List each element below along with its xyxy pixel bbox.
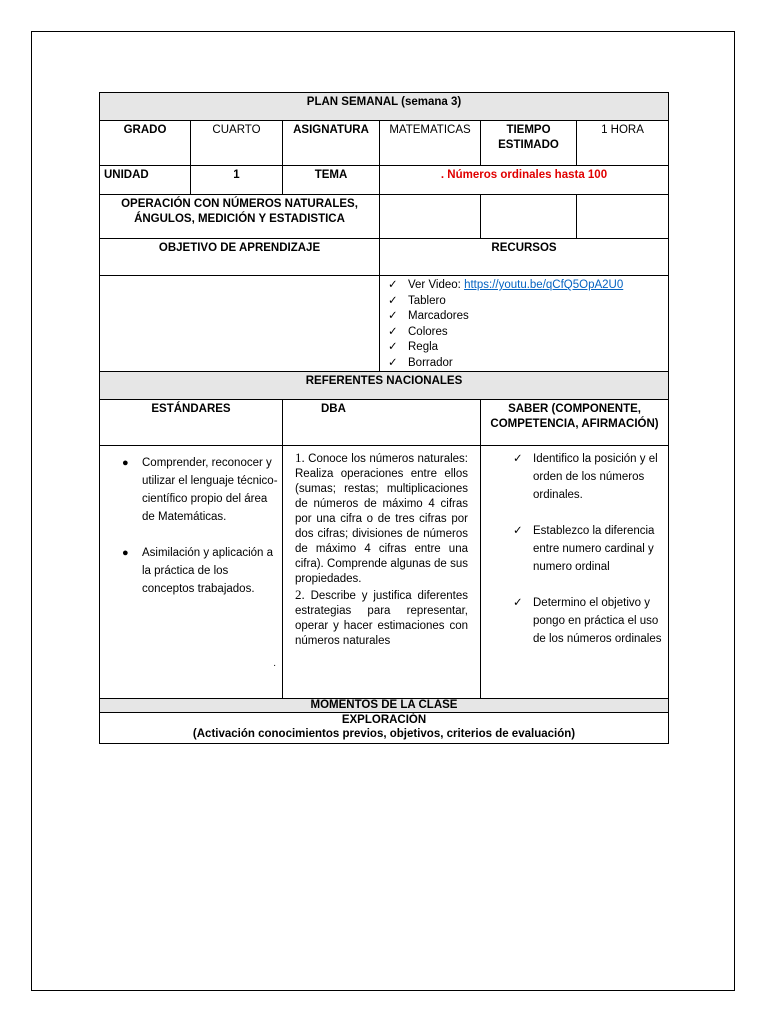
- empty-cell: [481, 195, 577, 239]
- unidad-label: UNIDAD: [100, 166, 191, 195]
- unidad-value: 1: [191, 166, 283, 195]
- list-item: [388, 340, 668, 356]
- referentes-content-row: [100, 446, 669, 699]
- saber-text: Establezco la diferencia entre numero cardinal y numero ordinal: [533, 525, 655, 573]
- estandar-text: Asimilación y aplicación a la práctica de los conceptos trabajados.: [142, 547, 274, 595]
- grado-label: GRADO: [100, 121, 191, 166]
- video-label: Ver Video:: [408, 279, 465, 291]
- title-row: [100, 93, 669, 121]
- momentos-label: MOMENTOS DE LA CLASE: [100, 699, 669, 713]
- stray-dot: .: [273, 658, 276, 669]
- tiempo-label: TIEMPO ESTIMADO: [481, 121, 577, 166]
- check-icon: ✓: [388, 356, 398, 369]
- check-icon: ✓: [388, 310, 398, 322]
- referentes-headers-row: [100, 400, 669, 446]
- check-icon: ✓: [513, 597, 523, 609]
- tema-value: . Números ordinales hasta 100: [380, 166, 669, 195]
- list-item: [388, 309, 668, 325]
- list-item: [388, 278, 668, 294]
- list-item: [513, 594, 664, 648]
- operacion-heading: OPERACIÓN CON NÚMEROS NATURALES, ÁNGULOS, MEDICIÓN Y ESTADISTICA: [100, 195, 380, 239]
- grado-row: [100, 121, 669, 166]
- recurso-item: Borrador: [408, 356, 453, 369]
- exploracion-row: [100, 713, 669, 744]
- check-icon: ✓: [388, 341, 398, 353]
- saber-content: [481, 446, 669, 699]
- list-item: [388, 325, 668, 341]
- unidad-row: [100, 166, 669, 195]
- exploracion-subtitle: (Activación conocimientos previos, objetivos, criterios de evaluación): [192, 728, 576, 740]
- asignatura-label: ASIGNATURA: [283, 121, 380, 166]
- estandares-list: [104, 454, 278, 598]
- dba-text: Describe y justifica diferentes estrategias para representar, operar y hacer estimaciones con números naturales: [295, 590, 468, 647]
- list-item: [513, 450, 664, 504]
- asignatura-value: MATEMATICAS: [380, 121, 481, 166]
- list-item: [122, 544, 278, 598]
- estandar-text: Comprender, reconocer y utilizar el lenguaje técnico-científico propio del área de Matemáticas.: [142, 457, 278, 523]
- saber-list: [485, 450, 664, 648]
- check-icon: ✓: [513, 453, 523, 465]
- recursos-content: [380, 276, 669, 372]
- estandares-label: ESTÁNDARES: [100, 400, 283, 446]
- objetivo-row: [100, 239, 669, 276]
- bullet-icon: ●: [122, 547, 129, 559]
- recurso-item: Regla: [408, 341, 439, 353]
- exploracion-label: EXPLORACIÓN: [341, 714, 427, 726]
- saber-label: SABER (COMPONENTE, COMPETENCIA, AFIRMACIÓN): [481, 400, 669, 446]
- recursos-label: RECURSOS: [380, 239, 669, 276]
- plan-title: PLAN SEMANAL (semana 3): [100, 93, 669, 121]
- recursos-list: [380, 278, 668, 371]
- dba-item: [295, 450, 468, 587]
- dba-label: DBA: [283, 400, 481, 446]
- saber-text: Determino el objetivo y pongo en práctica el uso de los números ordinales: [533, 597, 662, 645]
- tiempo-value: 1 HORA: [577, 121, 669, 166]
- plan-table: [99, 92, 669, 744]
- dba-number: 2.: [295, 587, 305, 602]
- dba-number: 1.: [295, 450, 305, 465]
- check-icon: ✓: [388, 294, 398, 307]
- recurso-item: Colores: [408, 325, 448, 338]
- objetivo-label: OBJETIVO DE APRENDIZAJE: [100, 239, 380, 276]
- bullet-icon: ●: [122, 457, 129, 469]
- check-icon: ✓: [388, 325, 398, 338]
- list-item: [122, 454, 278, 526]
- dba-content: [283, 446, 481, 699]
- momentos-row: [100, 699, 669, 713]
- check-icon: ✓: [513, 525, 523, 537]
- list-item: [388, 294, 668, 310]
- dba-text: Conoce los números naturales: Realiza operaciones entre ellos (sumas; restas; multiplicaciones de números de máximo 4 cifras por una cifra o de tres cifras por dos cifras; divisiones de números de máximo 4 cifras entre una cifra). Comprende algunas de sus propiedades.: [295, 453, 468, 585]
- referentes-row: [100, 372, 669, 400]
- empty-cell: [577, 195, 669, 239]
- dba-item: [295, 587, 468, 649]
- recursos-row: [100, 276, 669, 372]
- estandares-content: [100, 446, 283, 699]
- objetivo-content: [100, 276, 380, 372]
- tema-label: TEMA: [283, 166, 380, 195]
- list-item: [513, 522, 664, 576]
- list-item: [388, 356, 668, 372]
- recurso-item: Tablero: [408, 294, 446, 307]
- video-link[interactable]: https://youtu.be/qCfQ5OpA2U0: [464, 279, 624, 291]
- recurso-item: Marcadores: [408, 310, 469, 322]
- check-icon: ✓: [388, 279, 398, 291]
- saber-text: Identifico la posición y el orden de los números ordinales.: [533, 453, 658, 501]
- exploracion-cell: [100, 713, 669, 744]
- referentes-label: REFERENTES NACIONALES: [100, 372, 669, 400]
- grado-value: CUARTO: [191, 121, 283, 166]
- empty-cell: [380, 195, 481, 239]
- operacion-row: [100, 195, 669, 239]
